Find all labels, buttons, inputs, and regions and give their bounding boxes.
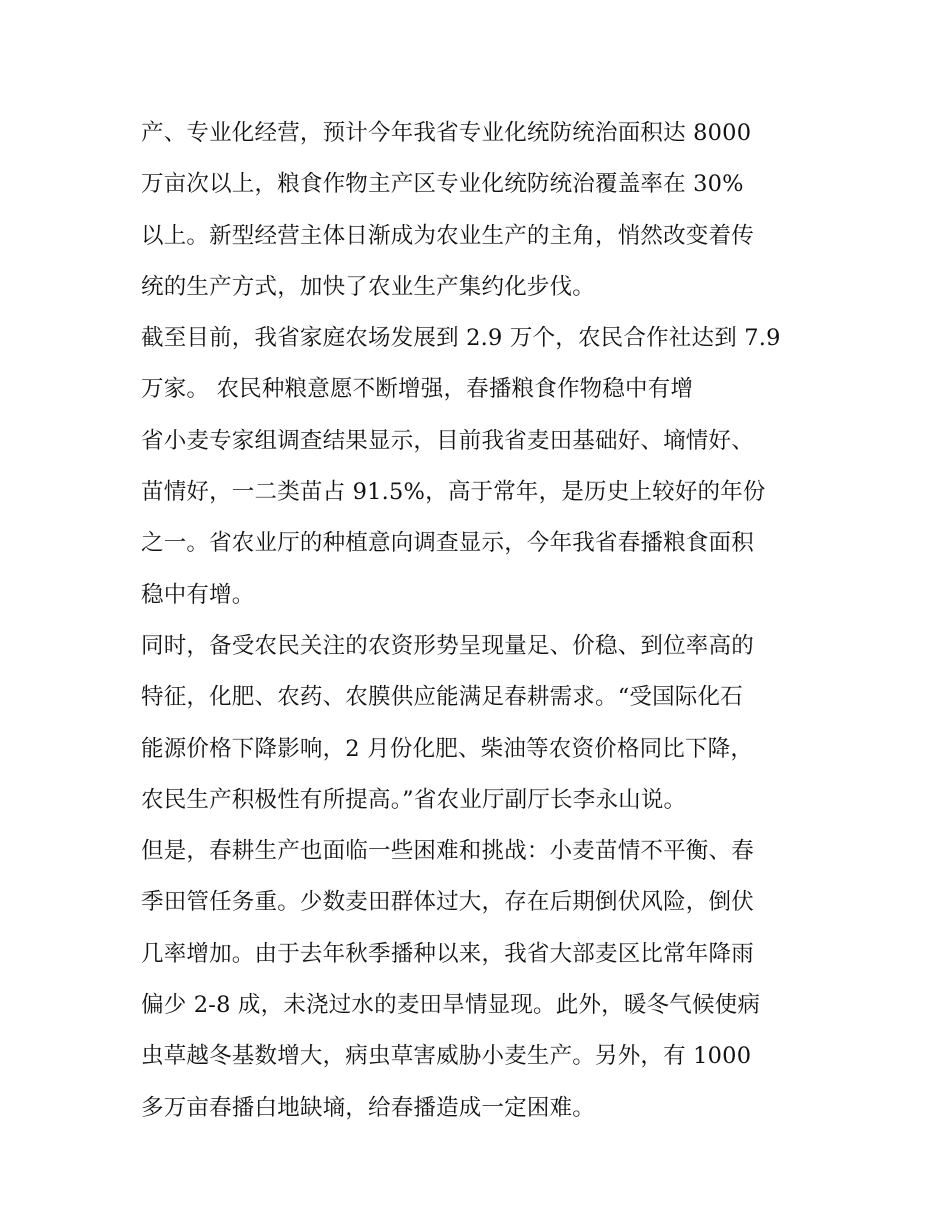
text-line: 截至目前，我省家庭农场发展到 2.9 万个，农民合作社达到 7.9 — [141, 325, 781, 352]
text-line: 能源价格下降影响，2 月份化肥、柴油等农资价格同比下降， — [141, 735, 754, 762]
text-line: 之一。省农业厅的种植意向调查显示，今年我省春播粮食面积 — [141, 530, 754, 557]
text-line: 同时，备受农民关注的农资形势呈现量足、价稳、到位率高的 — [141, 632, 754, 659]
text-line: 虫草越冬基数增大，病虫草害威胁小麦生产。另外，有 1000 — [141, 1043, 752, 1070]
text-line: 但是，春耕生产也面临一些困难和挑战：小麦苗情不平衡、春 — [141, 838, 754, 865]
text-line: 偏少 2-8 成，未浇过水的麦田旱情显现。此外，暖冬气候使病 — [141, 992, 761, 1019]
text-line: 省小麦专家组调查结果显示，目前我省麦田基础好、墒情好、 — [141, 427, 754, 454]
text-line: 多万亩春播白地缺墒，给春播造成一定困难。 — [141, 1094, 596, 1121]
text-line: 农民生产积极性有所提高。”省农业厅副厅长李永山说。 — [141, 786, 687, 813]
text-line: 季田管任务重。少数麦田群体过大，存在后期倒伏风险，倒伏 — [141, 889, 754, 916]
text-line: 万亩次以上，粮食作物主产区专业化统防统治覆盖率在 30% — [141, 171, 744, 198]
article-body — [141, 108, 821, 1134]
text-line: 苗情好，一二类苗占 91.5%，高于常年，是历史上较好的年份 — [141, 479, 766, 506]
text-line: 特征，化肥、农药、农膜供应能满足春耕需求。“受国际化石 — [141, 684, 743, 711]
text-line: 统的生产方式，加快了农业生产集约化步伐。 — [141, 273, 596, 300]
text-line: 以上。新型经营主体日渐成为农业生产的主角，悄然改变着传 — [141, 222, 754, 249]
text-line: 稳中有增。 — [141, 581, 255, 608]
text-line: 产、专业化经营，预计今年我省专业化统防统治面积达 8000 — [141, 120, 752, 146]
text-line: 万家。 农民种粮意愿不断增强，春播粮食作物稳中有增 — [141, 376, 694, 403]
text-line: 几率增加。由于去年秋季播种以来，我省大部麦区比常年降雨 — [141, 940, 754, 967]
